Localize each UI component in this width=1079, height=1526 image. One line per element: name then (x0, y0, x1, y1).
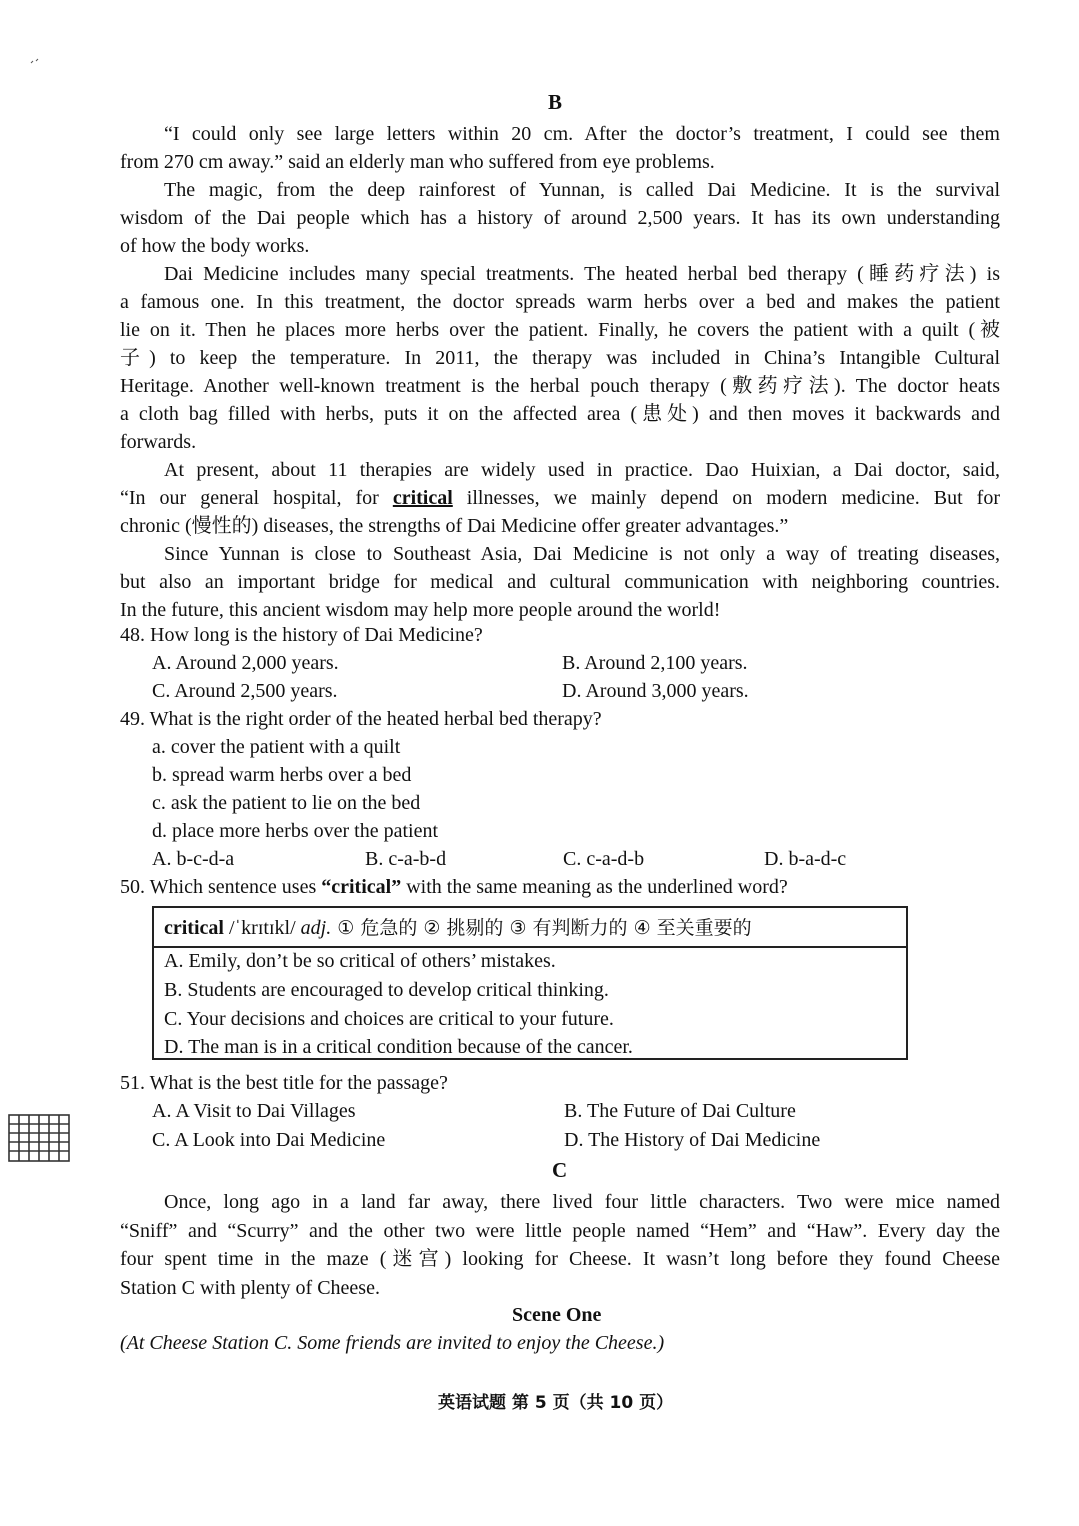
text-line: but also an important bridge for medical and cultural communication with neighboring countries. (120, 571, 1000, 593)
text-line: forwards. (120, 431, 197, 453)
text-line: a cloth bag filled with herbs, puts it on the affected area (患处) and then moves it backwards and (120, 403, 1000, 425)
dictionary-phonetic: /ˈkrɪtɪkl/ (223, 917, 301, 939)
option-51-b[interactable]: B. The Future of Dai Culture (564, 1100, 796, 1122)
text-line: In the future, this ancient wisdom may help more people around the world! (120, 599, 721, 621)
text-line (120, 484, 1000, 512)
text-line: four spent time in the maze (迷宫) looking for Cheese. It wasn’t long before they found Cheese (120, 1248, 1000, 1270)
text-line: “Sniff” and “Scurry” and the other two were little people named “Hem” and “Haw”. Every day the (120, 1219, 1000, 1242)
question-51: 51. What is the best title for the passage? (120, 1072, 448, 1094)
option-48-d[interactable]: D. Around 3,000 years. (562, 680, 749, 702)
section-b-paragraph-1 (120, 120, 1000, 176)
option-50-c[interactable]: C. Your decisions and choices are critical to your future. (164, 1008, 614, 1030)
option-48-b[interactable]: B. Around 2,100 years. (562, 652, 748, 674)
dictionary-senses: ① 危急的 ② 挑剔的 ③ 有判断力的 ④ 至关重要的 (331, 917, 752, 939)
text-line: At present, about 11 therapies are widely used in practice. Dao Huixian, a Dai doctor, said, (164, 459, 1000, 481)
option-49-d[interactable]: D. b-a-d-c (764, 848, 847, 870)
text-line: Once, long ago in a land far away, there lived four little characters. Two were mice named (164, 1191, 1000, 1213)
text-line: wisdom of the Dai people which has a history of around 2,500 years. It has its own understanding (120, 207, 1000, 229)
text-line: chronic (慢性的) diseases, the strengths of Dai Medicine offer greater advantages.” (120, 515, 789, 537)
text-segment: “In our general hospital, for (120, 487, 393, 509)
scene-title: Scene One (512, 1304, 602, 1326)
dictionary-entry-text (164, 913, 752, 940)
option-50-b[interactable]: B. Students are encouraged to develop critical thinking. (164, 979, 609, 1001)
section-b-paragraph-3 (120, 260, 1000, 456)
text-line: 子) to keep the temperature. In 2011, the therapy was included in China’s Intangible Cultural (120, 347, 1000, 369)
section-b-paragraph-5 (120, 540, 1000, 624)
section-b-heading: B (548, 90, 563, 114)
grid-icon (8, 1114, 70, 1162)
option-49-b[interactable]: B. c-a-b-d (365, 848, 447, 870)
text-line: “I could only see large letters within 20 cm. After the doctor’s treatment, I could see them (164, 123, 1000, 145)
text-line: a famous one. In this treatment, the doctor spreads warm herbs over a bed and makes the patient (120, 291, 1000, 313)
step-b: b. spread warm herbs over a bed (152, 764, 412, 786)
scan-mark (30, 58, 40, 64)
text-line: The magic, from the deep rainforest of Yunnan, is called Dai Medicine. It is the survival (164, 179, 1000, 201)
option-48-c[interactable]: C. Around 2,500 years. (152, 680, 338, 702)
page-footer: 英语试题 第 5 页（共 10 页） (438, 1393, 674, 1413)
step-d: d. place more herbs over the patient (152, 820, 438, 842)
text-segment: with the same meaning as the underlined word? (401, 876, 788, 898)
text-line: from 270 cm away.” said an elderly man who suffered from eye problems. (120, 151, 715, 173)
text-line: lie on it. Then he places more herbs over the patient. Finally, he covers the patient with a quilt (被 (120, 319, 1000, 341)
option-51-a[interactable]: A. A Visit to Dai Villages (152, 1100, 356, 1122)
dictionary-options-box (152, 906, 908, 1060)
text-line: Since Yunnan is close to Southeast Asia, Dai Medicine is not only a way of treating diseases, (164, 543, 1000, 565)
dictionary-word: critical (164, 917, 224, 939)
dictionary-pos: adj. (300, 917, 332, 939)
section-c-paragraph-1 (120, 1188, 1000, 1302)
text-segment: illnesses, we mainly depend on modern medicine. But for (452, 487, 1000, 509)
section-b-paragraph-2 (120, 176, 1000, 260)
text-segment: 50. Which sentence uses (120, 876, 322, 898)
step-c: c. ask the patient to lie on the bed (152, 792, 421, 814)
dictionary-entry (154, 908, 906, 948)
text-line: Heritage. Another well-known treatment is the herbal pouch therapy (敷药疗法). The doctor heats (120, 375, 1000, 397)
question-48: 48. How long is the history of Dai Medicine? (120, 624, 483, 646)
question-49: 49. What is the right order of the heated herbal bed therapy? (120, 708, 602, 730)
option-49-c[interactable]: C. c-a-d-b (563, 848, 645, 870)
section-c-heading: C (552, 1158, 568, 1182)
text-line: of how the body works. (120, 235, 310, 257)
option-50-a[interactable]: A. Emily, don’t be so critical of others’ mistakes. (164, 950, 556, 972)
option-51-d[interactable]: D. The History of Dai Medicine (564, 1129, 821, 1151)
question-50 (120, 876, 788, 899)
text-line: Dai Medicine includes many special treatments. The heated herbal bed therapy (睡药疗法) is (164, 263, 1000, 285)
option-48-a[interactable]: A. Around 2,000 years. (152, 652, 339, 674)
option-50-d[interactable]: D. The man is in a critical condition because of the cancer. (164, 1036, 633, 1058)
text-line: Station C with plenty of Cheese. (120, 1276, 380, 1299)
question-keyword: “critical” (321, 876, 402, 898)
option-51-c[interactable]: C. A Look into Dai Medicine (152, 1129, 386, 1151)
step-a: a. cover the patient with a quilt (152, 736, 401, 758)
stage-direction: (At Cheese Station C. Some friends are invited to enjoy the Cheese.) (120, 1332, 665, 1354)
section-b-paragraph-4 (120, 456, 1000, 540)
underlined-word-critical: critical (392, 487, 453, 509)
option-49-a[interactable]: A. b-c-d-a (152, 848, 235, 870)
